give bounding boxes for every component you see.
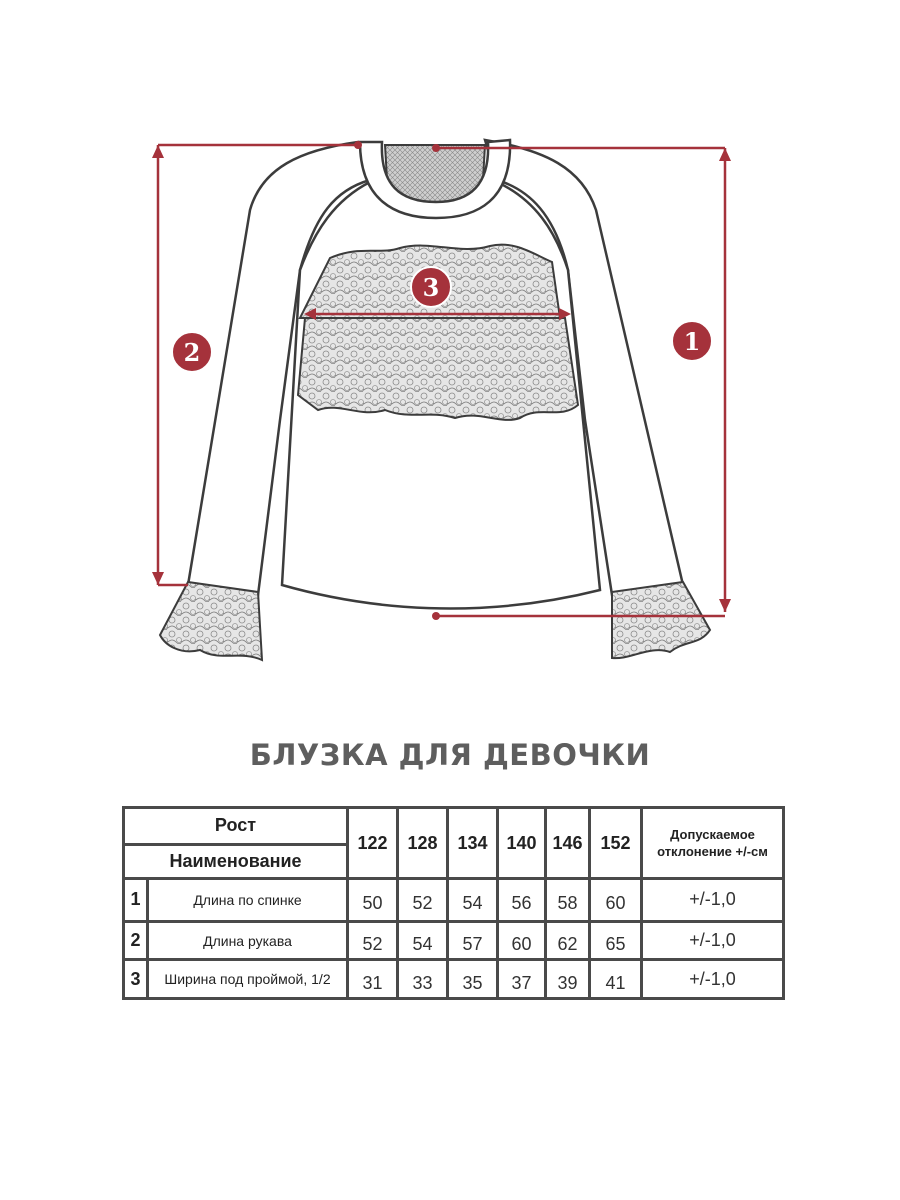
size-table xyxy=(122,806,785,1000)
row-value: 35 xyxy=(448,960,498,999)
row-name: Ширина под проймой, 1/2 xyxy=(148,960,348,999)
size-header: 140 xyxy=(498,808,546,879)
size-header: 122 xyxy=(348,808,398,879)
row-number: 1 xyxy=(124,879,148,922)
size-header: 128 xyxy=(398,808,448,879)
marker-2 xyxy=(172,332,212,372)
left-cuff-lace xyxy=(160,582,262,660)
row-value: 62 xyxy=(546,921,590,960)
table-row xyxy=(124,960,784,999)
svg-text:2: 2 xyxy=(183,338,201,367)
row-value: 33 xyxy=(398,960,448,999)
row-value: 54 xyxy=(398,921,448,960)
product-title: БЛУЗКА ДЛЯ ДЕВОЧКИ xyxy=(249,738,651,772)
marker-3 xyxy=(411,267,451,307)
row-value: 37 xyxy=(498,960,546,999)
header-growth: Рост xyxy=(124,808,348,845)
row-number: 3 xyxy=(124,960,148,999)
row-name: Длина рукава xyxy=(148,921,348,960)
right-cuff-lace xyxy=(612,582,710,658)
row-value: 31 xyxy=(348,960,398,999)
row-value: 41 xyxy=(590,960,642,999)
row-value: 57 xyxy=(448,921,498,960)
tolerance-header-line1: Допускаемое xyxy=(670,827,755,843)
svg-text:1: 1 xyxy=(683,327,701,356)
row-tolerance: +/-1,0 xyxy=(642,960,784,999)
row-value: 50 xyxy=(348,879,398,922)
size-header: 134 xyxy=(448,808,498,879)
header-name: Наименование xyxy=(124,844,348,879)
tolerance-header-line2: отклонение +/-см xyxy=(657,844,768,860)
marker-1 xyxy=(672,321,712,361)
row-value: 52 xyxy=(398,879,448,922)
row-value: 54 xyxy=(448,879,498,922)
row-value: 60 xyxy=(590,879,642,922)
row-value: 60 xyxy=(498,921,546,960)
size-header: 152 xyxy=(590,808,642,879)
row-value: 56 xyxy=(498,879,546,922)
row-value: 39 xyxy=(546,960,590,999)
row-number: 2 xyxy=(124,921,148,960)
row-value: 52 xyxy=(348,921,398,960)
lace-lower-ruffle xyxy=(298,318,578,420)
row-name: Длина по спинке xyxy=(148,879,348,922)
size-header: 146 xyxy=(546,808,590,879)
table-row xyxy=(124,921,784,960)
tolerance-header xyxy=(642,808,784,879)
row-tolerance: +/-1,0 xyxy=(642,879,784,922)
row-tolerance: +/-1,0 xyxy=(642,921,784,960)
table-row xyxy=(124,879,784,922)
svg-text:3: 3 xyxy=(422,273,440,302)
row-value: 58 xyxy=(546,879,590,922)
row-value: 65 xyxy=(590,921,642,960)
